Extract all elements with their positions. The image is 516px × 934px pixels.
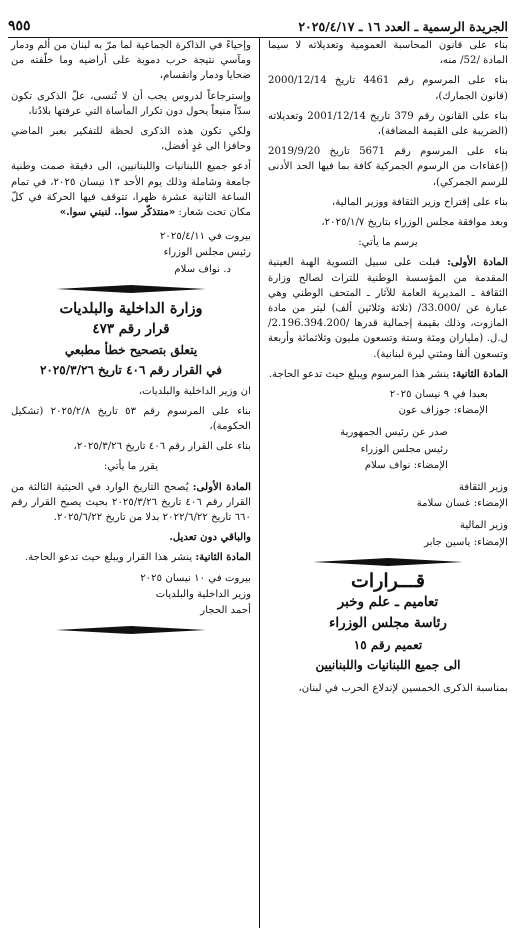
- ornament-divider: [11, 283, 251, 295]
- article-one: [11, 480, 251, 526]
- signature-culture-title: وزير الثقافة: [458, 482, 508, 494]
- signature-date: بيروت في ١٠ نيسان ٢٠٢٥: [140, 572, 251, 584]
- decisions-title: قـــرارات: [351, 569, 425, 592]
- right-column: [262, 38, 508, 928]
- ministry-title: وزارة الداخلية والبلديات: [59, 299, 203, 317]
- decision-subject: يتعلق بتصحيح خطأ مطبعي: [64, 343, 198, 358]
- column-divider: [259, 38, 260, 928]
- article-label: المادة الأولى:: [192, 480, 251, 493]
- article-two: [11, 550, 251, 565]
- paragraph: وإحياءً في الذاكرة الجماعية لما مرّ به لبنان من ألم ودمار ومآسي نتيجة حرب دموية على أراضيه وما خلّفته من ضحايا ودمار وانقسام،: [11, 40, 251, 82]
- slogan: «منتذكّر سوا.. لنبني سوا.»: [59, 206, 176, 219]
- paragraph: بناء على المرسوم رقم 4461 تاريخ 2000/12/14 (قانون الجمارك)،: [268, 75, 508, 102]
- page-number: ٩٥٥: [8, 18, 31, 34]
- signature-name: د. نواف سلام: [174, 263, 231, 275]
- paragraph: بناء على المرسوم رقم 5671 تاريخ 2019/9/20 (إعفاءات من الرسوم الجمركية كافة بما فيها الحد الأدنى للرسم الجمركي)،: [268, 146, 508, 188]
- paragraph: بناء على إقتراح وزير الثقافة ووزير المالية،: [332, 196, 508, 208]
- paragraph: ان وزير الداخلية والبلديات،: [138, 385, 251, 397]
- signature-pm: الإمضاء: نواف سلام: [364, 459, 448, 471]
- article-one: [268, 255, 508, 361]
- paragraph: [11, 159, 251, 220]
- paragraph: وإسترجاعاً لدروس يجب أن لا تُنسى، علّ الذكرى تكون سدّاً منيعاً يحول دون تكرار المأساة التي عرفتها بلادُنا،: [11, 90, 251, 117]
- article-text: ينشر هذا المرسوم ويبلغ حيث تدعو الحاجة.: [268, 368, 453, 380]
- paragraph: بناء على القرار رقم ٤٠٦ تاريخ ٢٠٢٥/٣/٢٦،: [73, 441, 251, 453]
- article-text: ينشر هذا القرار ويبلغ حيث تدعو الحاجة.: [24, 552, 196, 564]
- ornament-divider: [268, 556, 508, 568]
- paragraph-text: أدعو جميع اللبنانيات واللبنانيين، الى دقيقة صمت وطنية جامعة وشاملة وذلك يوم الأحد ١٣ نيسان ٢٠٢٥، في تمام الساعة الثانية عشرة ظهرا، تتوقف فيها الحركة في كلّ مكان تحت شعار:: [11, 161, 251, 219]
- paragraph: وبعد موافقة مجلس الوزراء بتاريخ ٢٠٢٥/١/٧،: [321, 217, 508, 229]
- signature-pm-title: رئيس مجلس الوزراء: [360, 443, 448, 455]
- signature-date: بعبدا في ٩ نيسان ٢٠٢٥: [389, 389, 488, 401]
- paragraph: ولكي تكون هذه الذكرى لحظة للتفكير بعبر الماضي وحافزا الى غدٍ أفضل،: [11, 126, 251, 153]
- signature-name: أحمد الحجار: [200, 605, 251, 617]
- circular-number: تعميم رقم ١٥: [353, 637, 423, 652]
- article-label: المادة الأولى:: [447, 256, 509, 269]
- signature-title: وزير الداخلية والبلديات: [155, 588, 251, 600]
- decision-number: قرار رقم ٤٧٣: [92, 321, 170, 338]
- signature-finance: الإمضاء: ياسين جابر: [424, 536, 508, 548]
- decision-clause: يقرر ما يأتي:: [103, 461, 159, 473]
- signature-finance-title: وزير المالية: [459, 520, 508, 532]
- signature-culture: الإمضاء: غسان سلامة: [416, 498, 508, 510]
- signature-issued: صدر عن رئيس الجمهورية: [340, 427, 448, 439]
- circulars-title: تعاميم ـ علم وخبر: [337, 594, 439, 611]
- rest-unchanged: والباقي دون تعديل.: [169, 531, 251, 544]
- columns: [8, 38, 508, 928]
- article-text: يُصحح التاريخ الوارد في الحيثية الثالثة من القرار رقم ٤٠٦ تاريخ ٢٠٢٥/٣/٢٦ بحيث يصبح القرار رقم ٦٦٠ تاريخ ٢٠٢٢/٦/٢٢ بدلا من تاريخ ٢٠٢٥/٦/٢٢.: [11, 481, 251, 524]
- decision-reference: في القرار رقم ٤٠٦ تاريخ ٢٠٢٥/٣/٢٦: [39, 363, 223, 378]
- ornament-divider: [11, 624, 251, 636]
- page-header: [8, 8, 508, 38]
- article-label: المادة الثانية:: [452, 367, 508, 380]
- signature-title: رئيس مجلس الوزراء: [163, 247, 251, 259]
- paragraph: بناء على المرسوم رقم ٥٣ تاريخ ٢٠٢٥/٢/٨ (تشكيل الحكومة)،: [11, 405, 251, 433]
- paragraph: بمناسبة الذكرى الخمسين لإندلاع الحرب في لبنان،: [298, 682, 508, 694]
- article-text: قبلت على سبيل التسوية الهبة العينية المقدمة من المؤسسة الوطنية للتراث لصالح وزارة الثقافة ـ المديرية العامة للآثار ـ المتحف الوطني وهي عبارة عن /33.000/ (ثلاثة وثلاثين ألف) ليتر من مادة المازوت، وذلك بقيمة إجمالية قدرها /2.196.394.200/ ل.ل. (ملياران ومئة وستة وتسعون مليون وثلاثمائة وأربعة وتسعون ألفا ومئتي ليرة لبنانية).: [268, 257, 508, 360]
- signature-date: بيروت في ٢٠٢٥/٤/١١: [159, 231, 251, 243]
- left-column: [11, 38, 257, 928]
- article-two: [268, 367, 508, 382]
- decree-clause: يرسم ما يأتي:: [358, 237, 418, 249]
- paragraph: بناء على القانون رقم 379 تاريخ 2001/12/14 وتعديلاته (الضريبة على القيمة المضافة)،: [268, 110, 509, 138]
- circular-addressee: الى جميع اللبنانيات واللبنانيين: [315, 657, 461, 672]
- article-label: المادة الثانية:: [195, 551, 251, 564]
- gazette-issue-title: الجريدة الرسمية ـ العدد ١٦ ـ ٢٠٢٥/٤/١٧: [298, 19, 508, 34]
- signature-president: الإمضاء: جوزاف عون: [398, 405, 488, 417]
- presidency-title: رئاسة مجلس الوزراء: [329, 615, 447, 632]
- paragraph: بناء على قانون المحاسبة العمومية وتعديلاته لا سيما المادة /52/ منه،: [268, 40, 508, 67]
